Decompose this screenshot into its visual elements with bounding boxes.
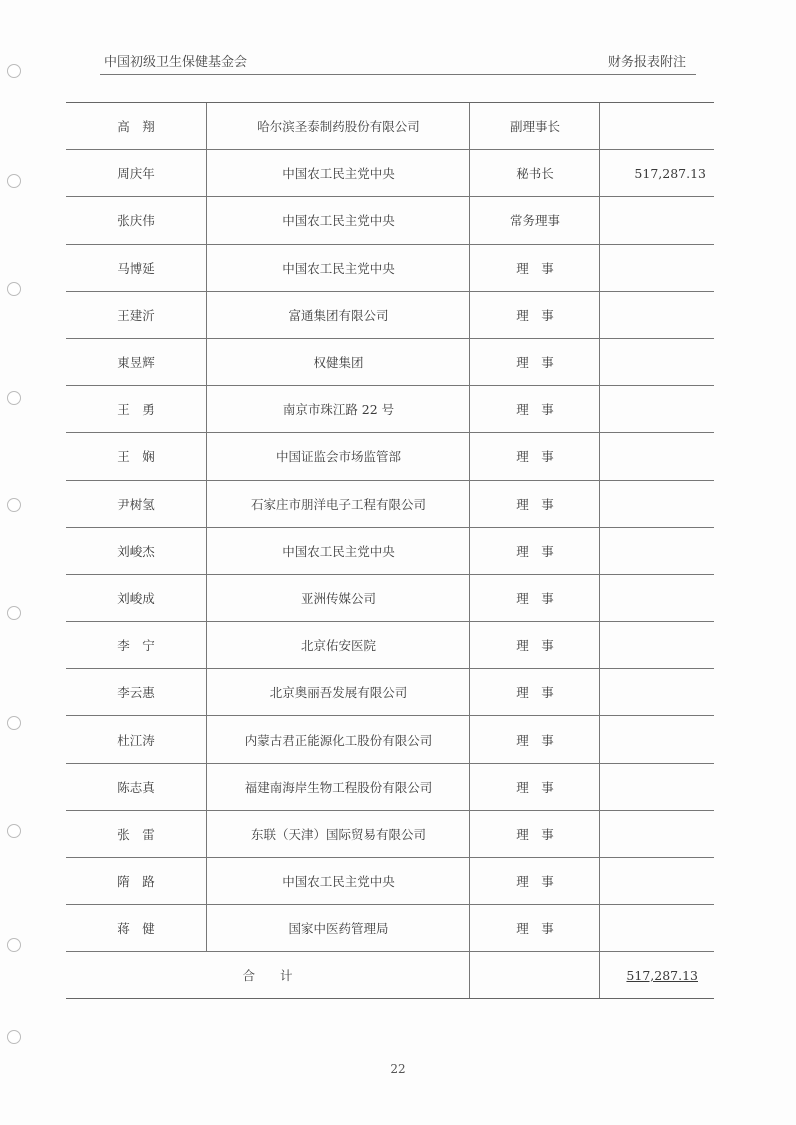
binder-hole-icon: [7, 64, 21, 78]
total-row: [66, 952, 714, 999]
name-cell: 刘峻成: [117, 590, 155, 606]
table-row: [66, 622, 714, 669]
position-cell: 理 事: [469, 858, 600, 904]
total-label: 合 计: [242, 968, 293, 984]
organization-cell: 东联（天津）国际贸易有限公司: [206, 811, 470, 857]
amount-cell: [599, 575, 714, 621]
name-cell: 杜江涛: [117, 732, 155, 748]
table-row: [66, 716, 714, 763]
position-cell: 理 事: [469, 764, 600, 810]
binder-hole-icon: [7, 498, 21, 512]
name-cell: 张 雷: [117, 826, 155, 842]
position-cell: 理 事: [469, 292, 600, 338]
organization-cell: 权健集团: [206, 339, 470, 385]
organization-cell: 哈尔滨圣泰制药股份有限公司: [206, 103, 470, 149]
table-row: [66, 103, 714, 150]
amount-cell: [599, 433, 714, 479]
binder-hole-icon: [7, 1030, 21, 1044]
organization-cell: 中国农工民主党中央: [206, 528, 470, 574]
organization-cell: 内蒙古君正能源化工股份有限公司: [206, 716, 470, 762]
position-cell: 理 事: [469, 905, 600, 951]
name-cell: 東昱辉: [117, 355, 155, 371]
name-cell: 高 翔: [117, 119, 155, 135]
amount-cell: [599, 245, 714, 291]
binder-hole-icon: [7, 716, 21, 730]
table-row: [66, 528, 714, 575]
name-cell: 李 宁: [117, 638, 155, 654]
organization-cell: 南京市珠江路 22 号: [206, 386, 470, 432]
position-cell: 理 事: [469, 386, 600, 432]
position-cell: 副理事长: [469, 103, 600, 149]
amount-cell: [599, 339, 714, 385]
name-cell: 刘峻杰: [117, 543, 155, 559]
table-row: [66, 905, 714, 952]
table-row: [66, 150, 714, 197]
binder-hole-icon: [7, 824, 21, 838]
organization-cell: 北京佑安医院: [206, 622, 470, 668]
table-row: [66, 386, 714, 433]
header-org-name: 中国初级卫生保健基金会: [104, 55, 248, 70]
amount-cell: [599, 197, 714, 243]
position-cell: 理 事: [469, 245, 600, 291]
organization-cell: 中国农工民主党中央: [206, 245, 470, 291]
binder-hole-icon: [7, 174, 21, 188]
organization-cell: 中国农工民主党中央: [206, 197, 470, 243]
organization-cell: 北京奥丽吾发展有限公司: [206, 669, 470, 715]
name-cell: 王建沂: [117, 307, 155, 323]
binder-hole-icon: [7, 606, 21, 620]
name-cell: 王 勇: [117, 402, 155, 418]
organization-cell: 富通集团有限公司: [206, 292, 470, 338]
organization-cell: 中国农工民主党中央: [206, 858, 470, 904]
name-cell: 尹树氢: [117, 496, 155, 512]
position-cell: 理 事: [469, 481, 600, 527]
position-cell: 理 事: [469, 339, 600, 385]
organization-cell: 福建南海岸生物工程股份有限公司: [206, 764, 470, 810]
position-cell: 秘书长: [469, 150, 600, 196]
binder-hole-icon: [7, 391, 21, 405]
name-cell: 王 娴: [117, 449, 155, 465]
position-cell: 理 事: [469, 811, 600, 857]
total-amount-cell: [599, 952, 714, 998]
page-number: 22: [390, 1062, 406, 1076]
name-cell: 隋 路: [117, 874, 155, 890]
total-position-cell: [469, 952, 600, 998]
name-cell: 陈志真: [117, 779, 155, 795]
amount-cell: [599, 481, 714, 527]
position-cell: 理 事: [469, 716, 600, 762]
binder-hole-icon: [7, 282, 21, 296]
position-cell: 理 事: [469, 669, 600, 715]
amount-cell: [599, 764, 714, 810]
position-cell: 理 事: [469, 575, 600, 621]
table-row: [66, 292, 714, 339]
total-amount: 517,287.13: [626, 967, 698, 983]
organization-cell: 中国农工民主党中央: [206, 150, 470, 196]
amount-cell: 517,287.13: [599, 150, 714, 196]
organization-cell: 石家庄市朋洋电子工程有限公司: [206, 481, 470, 527]
amount-cell: [599, 386, 714, 432]
table-body: [66, 103, 714, 952]
page-header: [100, 48, 696, 75]
position-cell: 理 事: [469, 433, 600, 479]
amount-cell: [599, 858, 714, 904]
table-row: [66, 669, 714, 716]
table-row: [66, 858, 714, 905]
table-row: [66, 433, 714, 480]
table-row: [66, 197, 714, 244]
binder-hole-icon: [7, 938, 21, 952]
table-row: [66, 339, 714, 386]
table-row: [66, 764, 714, 811]
name-cell: 马博延: [117, 260, 155, 276]
amount-cell: [599, 669, 714, 715]
amount-cell: [599, 811, 714, 857]
position-cell: 理 事: [469, 528, 600, 574]
organization-cell: 中国证监会市场监管部: [206, 433, 470, 479]
table-row: [66, 481, 714, 528]
amount-cell: [599, 716, 714, 762]
organization-cell: 国家中医药管理局: [206, 905, 470, 951]
name-cell: 周庆年: [117, 166, 155, 182]
amount-cell: [599, 622, 714, 668]
amount-cell: [599, 905, 714, 951]
table-row: [66, 811, 714, 858]
amount-cell: [599, 292, 714, 338]
table-row: [66, 245, 714, 292]
position-cell: 常务理事: [469, 197, 600, 243]
position-cell: 理 事: [469, 622, 600, 668]
header-section-title: 财务报表附注: [607, 55, 686, 70]
name-cell: 蒋 健: [117, 921, 155, 937]
table-row: [66, 575, 714, 622]
name-cell: 张庆伟: [117, 213, 155, 229]
amount-cell: [599, 528, 714, 574]
organization-cell: 亚洲传媒公司: [206, 575, 470, 621]
name-cell: 李云惠: [117, 685, 155, 701]
amount-cell: [599, 103, 714, 149]
directors-table: [66, 102, 714, 999]
